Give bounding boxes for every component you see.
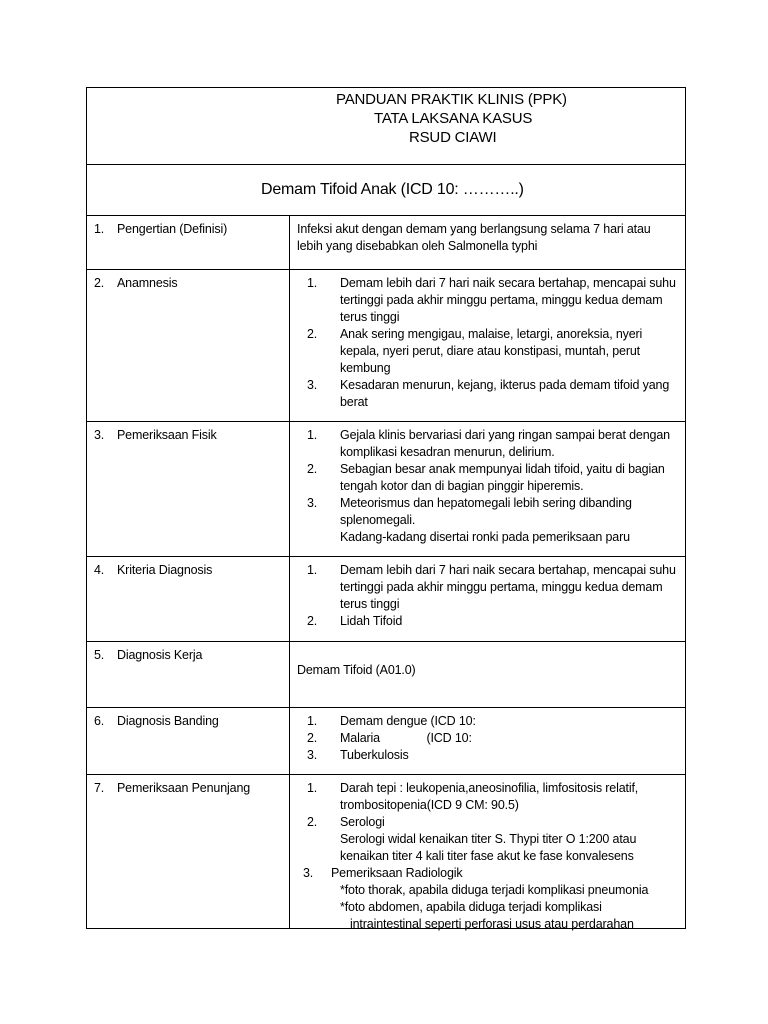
table-row bbox=[87, 775, 685, 931]
serologi-detail: Serologi widal kenaikan titer S. Thypi titer O 1:200 atau kenaikan titer 4 kali titer fase akut ke fase konvalesens bbox=[340, 832, 637, 863]
document-header bbox=[87, 88, 685, 165]
list-item bbox=[297, 713, 679, 730]
header-line-3: RSUD CIAWI bbox=[409, 129, 497, 146]
list-item-text: Gejala klinis bervariasi dari yang ringan sampai berat dengan komplikasi kesadran menurun, delirium. bbox=[340, 428, 670, 459]
row-number: 2. bbox=[94, 276, 105, 290]
list-item bbox=[297, 814, 679, 831]
header-line-1: PANDUAN PRAKTIK KLINIS (PPK) bbox=[336, 91, 567, 108]
row-number: 3. bbox=[94, 428, 105, 442]
row-content-cell bbox=[290, 422, 685, 556]
list-item-number: 2. bbox=[307, 614, 318, 628]
list-item-text: Pemeriksaan Radiologik bbox=[331, 866, 463, 880]
table-row bbox=[87, 708, 685, 775]
header-line-2: TATA LAKSANA KASUS bbox=[374, 110, 533, 127]
radiologi-foto-abdomen-cont: intraintestinal seperti perforasi usus atau perdarahan bbox=[350, 917, 634, 931]
list-item bbox=[297, 730, 679, 747]
list-item bbox=[297, 275, 679, 326]
list-item-number: 3. bbox=[303, 866, 314, 880]
list-item-number: 2. bbox=[307, 462, 318, 476]
list-item-text: Malaria (ICD 10: bbox=[340, 731, 472, 745]
list-item bbox=[297, 747, 679, 764]
list-item-number: 3. bbox=[307, 748, 318, 762]
list-extra-text: Kadang-kadang disertai ronki pada pemeriksaan paru bbox=[340, 530, 630, 544]
row-content-cell bbox=[290, 642, 685, 707]
row-text: Infeksi akut dengan demam yang berlangsung selama 7 hari atau lebih yang disebabkan oleh Salmonella typhi bbox=[297, 222, 651, 253]
row-label-cell bbox=[87, 216, 290, 269]
list-item-number: 2. bbox=[307, 815, 318, 829]
list-item-number: 1. bbox=[307, 781, 318, 795]
list-item bbox=[297, 780, 679, 814]
row-content-cell bbox=[290, 270, 685, 421]
row-number: 4. bbox=[94, 563, 105, 577]
list-item-text: Serologi bbox=[340, 815, 385, 829]
list-item bbox=[297, 326, 679, 377]
list-item-text: Sebagian besar anak mempunyai lidah tifoid, yaitu di bagian tengah kotor dan di bagian pinggir hiperemis. bbox=[340, 462, 665, 493]
list-item-text: Kesadaran menurun, kejang, ikterus pada demam tifoid yang berat bbox=[340, 378, 670, 409]
table-row bbox=[87, 642, 685, 708]
list-item-text: Tuberkulosis bbox=[340, 748, 409, 762]
row-number: 5. bbox=[94, 648, 105, 662]
list-item-text: Meteorismus dan hepatomegali lebih sering dibanding splenomegali. bbox=[340, 496, 632, 527]
row-label: Pemeriksaan Fisik bbox=[117, 428, 217, 442]
row-content-cell bbox=[290, 557, 685, 641]
list-item-number: 1. bbox=[307, 276, 318, 290]
row-label-cell bbox=[87, 270, 290, 421]
row-number: 7. bbox=[94, 781, 105, 795]
list-item-number: 3. bbox=[307, 496, 318, 510]
list-item-number: 3. bbox=[307, 378, 318, 392]
row-number: 6. bbox=[94, 714, 105, 728]
list-item bbox=[297, 495, 679, 529]
list-item bbox=[297, 427, 679, 461]
list-item-number: 2. bbox=[307, 327, 318, 341]
row-label: Diagnosis Banding bbox=[117, 714, 219, 728]
list-item-text: Anak sering mengigau, malaise, letargi, anoreksia, nyeri kepala, nyeri perut, diare atau konstipasi, muntah, perut kembung bbox=[340, 327, 643, 375]
table-row bbox=[87, 422, 685, 557]
row-number: 1. bbox=[94, 222, 105, 236]
row-label-cell bbox=[87, 422, 290, 556]
row-label-cell bbox=[87, 642, 290, 707]
list-item-number: 1. bbox=[307, 563, 318, 577]
radiologi-foto-thorak: *foto thorak, apabila diduga terjadi komplikasi pneumonia bbox=[340, 883, 649, 897]
list-item-number: 1. bbox=[307, 428, 318, 442]
document-title: Demam Tifoid Anak (ICD 10: ………..) bbox=[87, 165, 685, 216]
list-item bbox=[297, 613, 679, 630]
row-label: Pemeriksaan Penunjang bbox=[117, 781, 251, 795]
list-item bbox=[297, 461, 679, 495]
ppk-document bbox=[86, 87, 686, 929]
row-label-cell bbox=[87, 775, 290, 928]
table-row bbox=[87, 557, 685, 642]
list-item bbox=[297, 865, 679, 882]
row-label: Anamnesis bbox=[117, 276, 178, 290]
table-row bbox=[87, 270, 685, 422]
list-item-number: 1. bbox=[307, 714, 318, 728]
radiologi-foto-abdomen: *foto abdomen, apabila diduga terjadi komplikasi bbox=[340, 900, 602, 914]
row-content-cell bbox=[290, 775, 685, 931]
row-label: Diagnosis Kerja bbox=[117, 648, 203, 662]
row-label: Pengertian (Definisi) bbox=[117, 222, 228, 236]
row-label-cell bbox=[87, 557, 290, 641]
row-label-cell bbox=[87, 708, 290, 774]
row-content-cell bbox=[290, 216, 685, 269]
list-item-text: Demam lebih dari 7 hari naik secara bertahap, mencapai suhu tertinggi pada akhir minggu pertama, minggu kedua demam terus tinggi bbox=[340, 563, 676, 611]
row-text: Demam Tifoid (A01.0) bbox=[297, 663, 416, 677]
table-row bbox=[87, 216, 685, 270]
row-label: Kriteria Diagnosis bbox=[117, 563, 213, 577]
row-content-cell bbox=[290, 708, 685, 774]
list-item-text: Lidah Tifoid bbox=[340, 614, 403, 628]
list-item-number: 2. bbox=[307, 731, 318, 745]
list-item-text: Demam dengue (ICD 10: bbox=[340, 714, 476, 728]
list-item bbox=[297, 377, 679, 411]
list-item-text: Darah tepi : leukopenia,aneosinofilia, limfositosis relatif, trombositopenia(ICD 9 CM: 90.5) bbox=[340, 781, 639, 812]
list-item bbox=[297, 562, 679, 613]
list-item-text: Demam lebih dari 7 hari naik secara bertahap, mencapai suhu tertinggi pada akhir minggu pertama, minggu kedua demam terus tinggi bbox=[340, 276, 676, 324]
